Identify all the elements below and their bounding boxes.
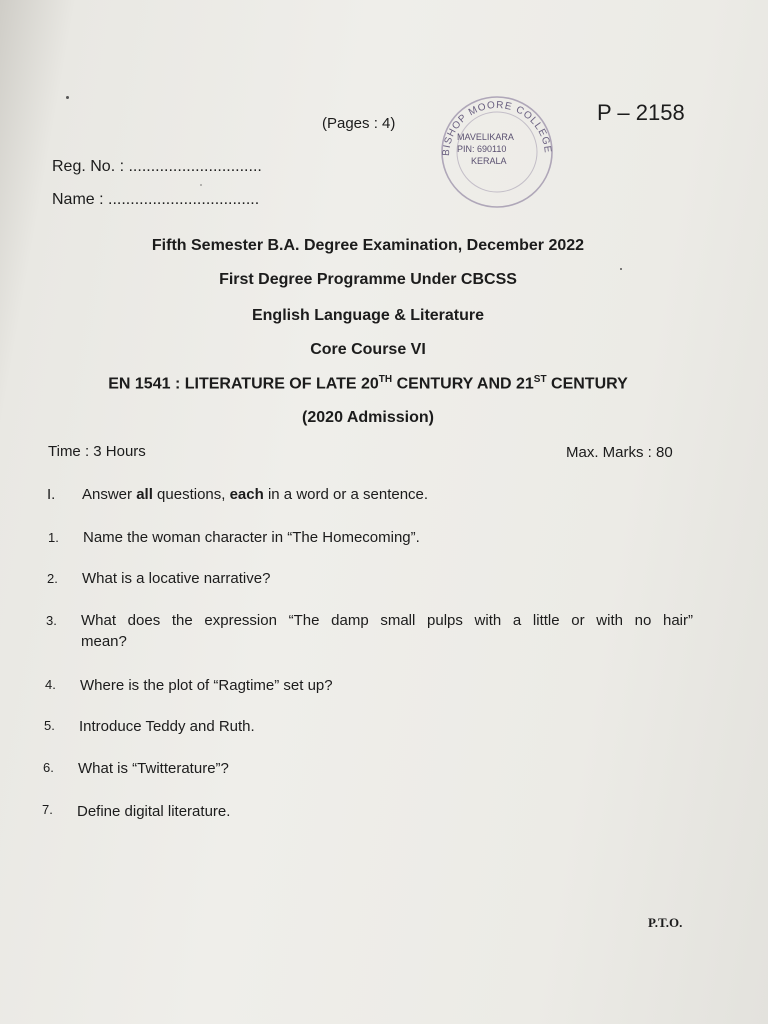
seal-city: MAVELIKARA [457,132,514,142]
question-number: 3. [46,613,57,628]
college-seal-stamp [427,86,567,216]
question-number: 6. [43,760,54,775]
seal-college-name: BISHOP MOORE COLLEGE [440,99,554,157]
question-text: Where is the plot of “Ragtime” set up? [80,677,333,694]
programme-title: First Degree Programme Under CBCSS [219,271,517,288]
course-title: Core Course VI [310,341,426,358]
reg-no-field: Reg. No. : .............................. [52,158,262,175]
question-number: 4. [45,677,56,692]
question-number: 7. [42,802,53,817]
admission-year: (2020 Admission) [302,409,434,426]
question-text-line2: mean? [81,633,127,650]
paper-speck [200,184,202,186]
name-field: Name : .................................. [52,191,260,208]
section-instruction: Answer all questions, each in a word or a sentence. [82,486,429,503]
max-marks: Max. Marks : 80 [566,444,673,461]
question-text: What is a locative narrative? [82,570,271,587]
section-number: I. [47,486,56,503]
paper-speck [620,268,622,270]
paper-code: P – 2158 [597,100,685,125]
subject-title: English Language & Literature [251,307,485,324]
question-text-line1: What does the expression “The damp small pulps with a little or with no hair” [81,612,693,629]
question-text: Introduce Teddy and Ruth. [79,718,255,735]
paper-speck [66,96,69,99]
question-number: 1. [48,530,59,545]
paper-title: EN 1541 : LITERATURE OF LATE 20TH CENTURY AND 21ST CENTURY [108,374,628,393]
exam-time: Time : 3 Hours [48,443,146,460]
seal-state: KERALA [471,156,507,166]
question-text: What is “Twitterature”? [78,760,229,777]
exam-title: Fifth Semester B.A. Degree Examination, December 2022 [151,237,585,254]
question-number: 5. [44,718,55,733]
please-turn-over: P.T.O. [648,915,683,930]
seal-pin: PIN: 690110 [457,144,507,154]
question-text: Define digital literature. [77,803,231,820]
question-number: 2. [47,571,58,586]
pages-count: (Pages : 4) [322,115,396,132]
question-text: Name the woman character in “The Homecoming”. [83,529,420,546]
